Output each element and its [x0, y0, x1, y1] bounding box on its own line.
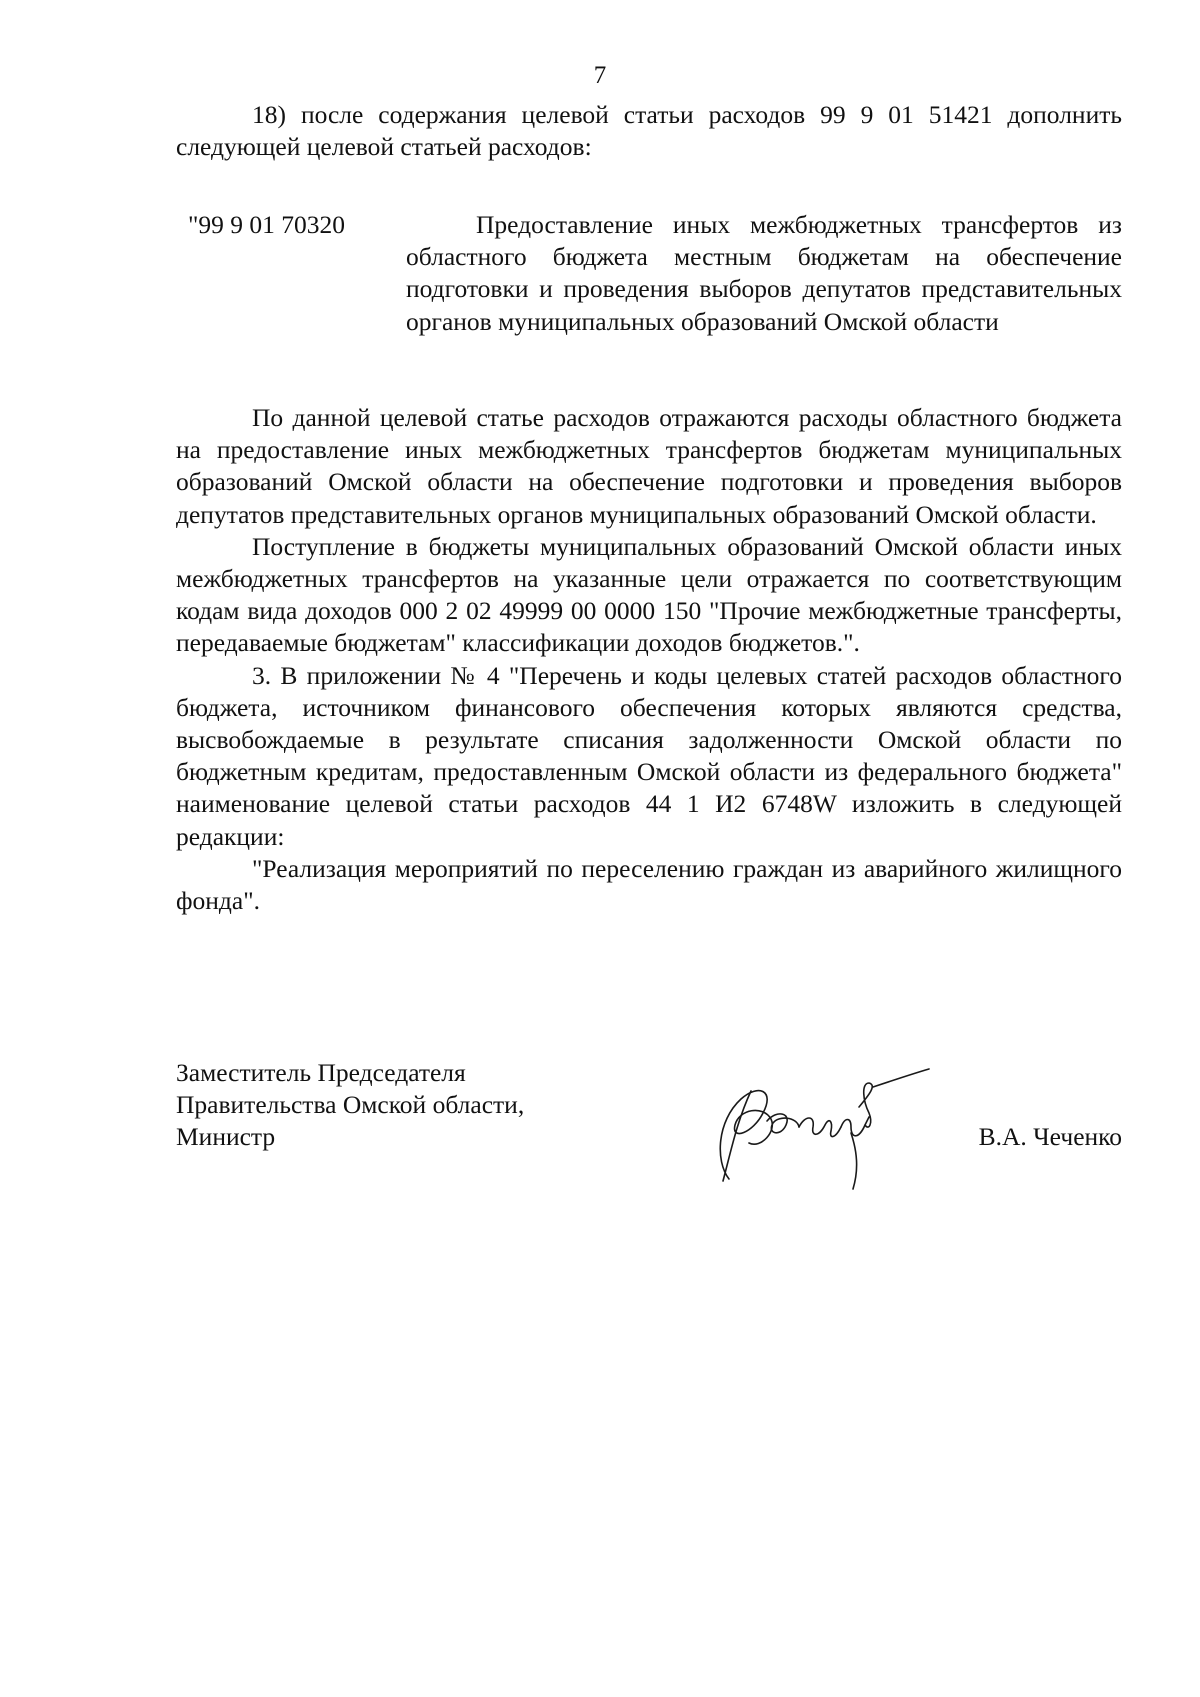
paragraph-expenses: По данной целевой статье расходов отражаются расходы областного бюджета на предоставление иных межбюджетных трансфертов бюджетам муниципальных образований Омской области на обеспечение подготовки и проведения выборов депутатов представительных органов муниципальных образований Омской области.: [176, 403, 1122, 529]
page-number: 7: [593, 62, 607, 89]
paragraph-item-3: 3. В приложении № 4 "Перечень и коды целевых статей расходов областного бюджета, источником финансового обеспечения которых являются средства, высвобождаемые в результате списания задолженности Омской области по бюджетным кредитам, предоставленным Омской области из федерального бюджета" наименование целевой статьи расходов 44 1 И2 6748W изложить в следующей редакции:: [176, 660, 1122, 851]
budget-code: "99 9 01 70320: [188, 210, 346, 239]
item-18-intro: [176, 99, 1122, 163]
main-body: [176, 402, 1122, 917]
item-18-intro-text: 18) после содержания целевой статьи расходов 99 9 01 51421 дополнить следующей целевой статьей расходов:: [176, 100, 1122, 162]
signature-block: [176, 1057, 1122, 1197]
budget-code-name: Предоставление иных межбюджетных трансфертов из областного бюджета местным бюджетам на обеспечение подготовки и проведения выборов депутатов представительных органов муниципальных образований Омской области: [406, 210, 1122, 336]
signer-title-line-2: Правительства Омской области,: [176, 1090, 525, 1120]
paragraph-revenues: Поступление в бюджеты муниципальных образований Омской области иных межбюджетных трансфертов на указанные цели отражается по соответствующим кодам вида доходов 000 2 02 49999 00 0000 150 "Прочие межбюджетные трансферты, передаваемые бюджетам" классификации доходов бюджетов.".: [176, 531, 1122, 658]
signer-title-line-3: Министр: [176, 1122, 276, 1152]
paragraph-new-name: "Реализация мероприятий по переселению граждан из аварийного жилищного фонда".: [176, 853, 1122, 916]
signer-title-line-1: Заместитель Председателя: [176, 1058, 466, 1087]
signer-title: [176, 1057, 524, 1154]
handwritten-signature: [701, 1061, 931, 1196]
signer-name: В.А. Чеченко: [978, 1122, 1122, 1151]
